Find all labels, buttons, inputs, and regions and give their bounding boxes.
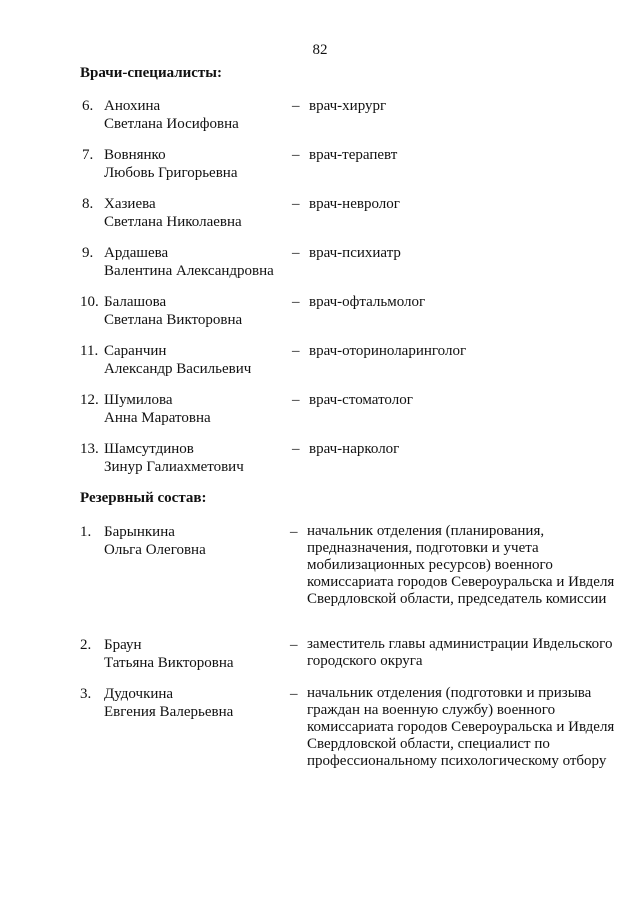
dash-separator: – xyxy=(290,637,298,653)
surname: Балашова xyxy=(104,294,167,310)
dash-separator: – xyxy=(292,196,300,212)
given-names: Валентина Александровна xyxy=(104,263,274,279)
person-name xyxy=(104,636,234,672)
section-heading-reserve: Резервный состав: xyxy=(80,490,207,506)
person-name xyxy=(104,195,242,231)
item-number: 3. xyxy=(80,686,92,702)
surname: Браун xyxy=(104,637,142,653)
item-number: 7. xyxy=(82,147,94,163)
person-name xyxy=(104,342,251,378)
dash-separator: – xyxy=(290,686,298,702)
surname: Вовнянко xyxy=(104,147,166,163)
surname: Дудочкина xyxy=(104,686,174,702)
position: врач-стоматолог xyxy=(309,392,413,408)
position: начальник отделения (подготовки и призыва граждан на военную службу) военного комиссариата городов Североуральска и Ивделя Свердловской области, специалист по профессиональному психологическому отбору xyxy=(307,685,615,769)
surname: Барынкина xyxy=(104,524,175,540)
given-names: Анна Маратовна xyxy=(104,410,211,426)
given-names: Светлана Викторовна xyxy=(104,312,243,328)
surname: Саранчин xyxy=(104,343,167,359)
item-number: 9. xyxy=(82,245,94,261)
person-name xyxy=(104,244,274,280)
person-name xyxy=(104,440,244,476)
given-names: Ольга Олеговна xyxy=(104,542,206,558)
given-names: Светлана Иосифовна xyxy=(104,116,239,132)
dash-separator: – xyxy=(292,245,300,261)
item-number: 8. xyxy=(82,196,94,212)
item-number: 6. xyxy=(82,98,94,114)
position: врач-психиатр xyxy=(309,245,401,261)
dash-separator: – xyxy=(292,294,300,310)
surname: Шамсутдинов xyxy=(104,441,194,457)
dash-separator: – xyxy=(292,441,300,457)
person-name xyxy=(104,685,233,721)
position: врач-терапевт xyxy=(309,147,398,163)
given-names: Евгения Валерьевна xyxy=(104,704,234,720)
item-number: 1. xyxy=(80,524,92,540)
page-number: 82 xyxy=(312,42,328,58)
position: врач-невролог xyxy=(309,196,400,212)
position: врач-оториноларинголог xyxy=(309,343,467,359)
surname: Анохина xyxy=(104,98,161,114)
dash-separator: – xyxy=(292,343,300,359)
surname: Ардашева xyxy=(104,245,169,261)
item-number: 10. xyxy=(80,294,99,310)
position: врач-нарколог xyxy=(309,441,400,457)
dash-separator: – xyxy=(292,147,300,163)
position: заместитель главы администрации Ивдельского городского округа xyxy=(307,636,613,669)
person-name xyxy=(104,523,206,559)
surname: Хазиева xyxy=(104,196,156,212)
position: начальник отделения (планирования, предназначения, подготовки и учета мобилизационных ресурсов) военного комиссариата городов Североуральска и Ивделя Свердловской области, председатель комиссии xyxy=(307,523,615,607)
person-name xyxy=(104,293,242,329)
person-name xyxy=(104,146,237,182)
position: врач-офтальмолог xyxy=(309,294,426,310)
section-heading-specialists: Врачи-специалисты: xyxy=(80,65,223,81)
item-number: 11. xyxy=(80,343,99,359)
item-number: 2. xyxy=(80,637,92,653)
surname: Шумилова xyxy=(104,392,173,408)
position: врач-хирург xyxy=(309,98,387,114)
dash-separator: – xyxy=(292,392,300,408)
person-name xyxy=(104,97,239,133)
given-names: Александр Васильевич xyxy=(104,361,252,377)
given-names: Светлана Николаевна xyxy=(104,214,242,230)
given-names: Зинур Галиахметович xyxy=(104,459,244,475)
item-number: 13. xyxy=(80,441,99,457)
given-names: Любовь Григорьевна xyxy=(104,165,238,181)
dash-separator: – xyxy=(290,524,298,540)
person-name xyxy=(104,391,211,427)
item-number: 12. xyxy=(80,392,99,408)
dash-separator: – xyxy=(292,98,300,114)
given-names: Татьяна Викторовна xyxy=(104,655,234,671)
